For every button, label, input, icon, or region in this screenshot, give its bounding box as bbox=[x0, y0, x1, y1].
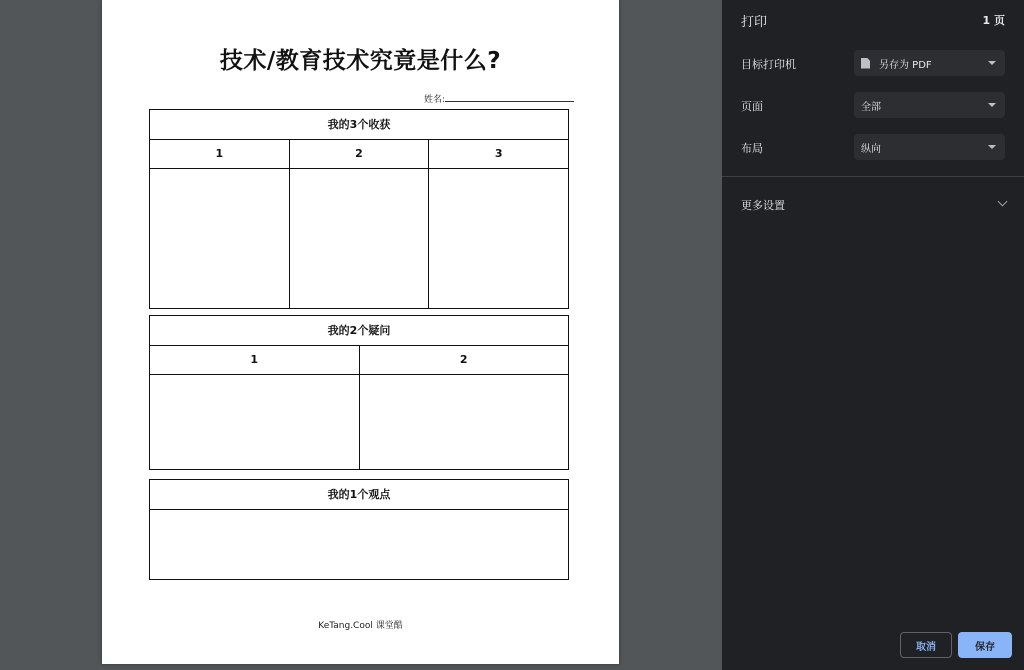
column-number: 2 bbox=[360, 346, 569, 375]
column-number: 1 bbox=[150, 140, 289, 169]
settings-divider bbox=[722, 176, 1024, 177]
name-field-line bbox=[424, 92, 574, 105]
gains-header: 我的3个收获 bbox=[150, 110, 568, 140]
gains-column-1 bbox=[150, 140, 290, 308]
more-settings-label: 更多设置 bbox=[741, 199, 785, 212]
viewpoint-table bbox=[149, 479, 569, 580]
preview-page bbox=[102, 0, 619, 664]
print-settings-panel bbox=[722, 0, 1024, 670]
viewpoint-header: 我的1个观点 bbox=[150, 480, 568, 510]
dropdown-caret-icon bbox=[988, 145, 996, 149]
name-blank bbox=[445, 93, 574, 102]
questions-column-1 bbox=[150, 346, 360, 469]
pages-label: 页面 bbox=[741, 100, 763, 113]
column-number: 2 bbox=[290, 140, 429, 169]
questions-table bbox=[149, 315, 569, 470]
gains-column-2 bbox=[290, 140, 430, 308]
destination-value: 另存为 PDF bbox=[879, 59, 932, 71]
document-icon bbox=[861, 58, 870, 69]
chevron-down-icon bbox=[998, 197, 1008, 207]
page-count: 1 页 bbox=[982, 14, 1005, 27]
gains-table bbox=[149, 109, 569, 309]
questions-header: 我的2个疑问 bbox=[150, 316, 568, 346]
cancel-button[interactable]: 取消 bbox=[900, 632, 952, 658]
questions-column-2 bbox=[360, 346, 569, 469]
questions-columns bbox=[150, 346, 568, 469]
layout-value: 纵向 bbox=[861, 143, 881, 155]
layout-select[interactable] bbox=[854, 134, 1005, 160]
document-title: 技术/教育技术究竟是什么? bbox=[219, 48, 502, 74]
name-label: 姓名: bbox=[424, 95, 446, 105]
save-button[interactable]: 保存 bbox=[958, 632, 1012, 658]
pages-value: 全部 bbox=[861, 101, 881, 113]
destination-label: 目标打印机 bbox=[741, 58, 796, 71]
gains-column-3 bbox=[429, 140, 568, 308]
dropdown-caret-icon bbox=[988, 61, 996, 65]
column-number: 1 bbox=[150, 346, 359, 375]
column-number: 3 bbox=[429, 140, 568, 169]
gains-columns bbox=[150, 140, 568, 308]
more-settings-toggle[interactable] bbox=[741, 197, 1006, 213]
destination-select[interactable] bbox=[854, 50, 1005, 76]
footer-brand: KeTang.Cool 课堂酷 bbox=[318, 621, 403, 631]
dropdown-caret-icon bbox=[988, 103, 996, 107]
panel-title: 打印 bbox=[741, 15, 768, 30]
pages-select[interactable] bbox=[854, 92, 1005, 118]
layout-label: 布局 bbox=[741, 142, 763, 155]
